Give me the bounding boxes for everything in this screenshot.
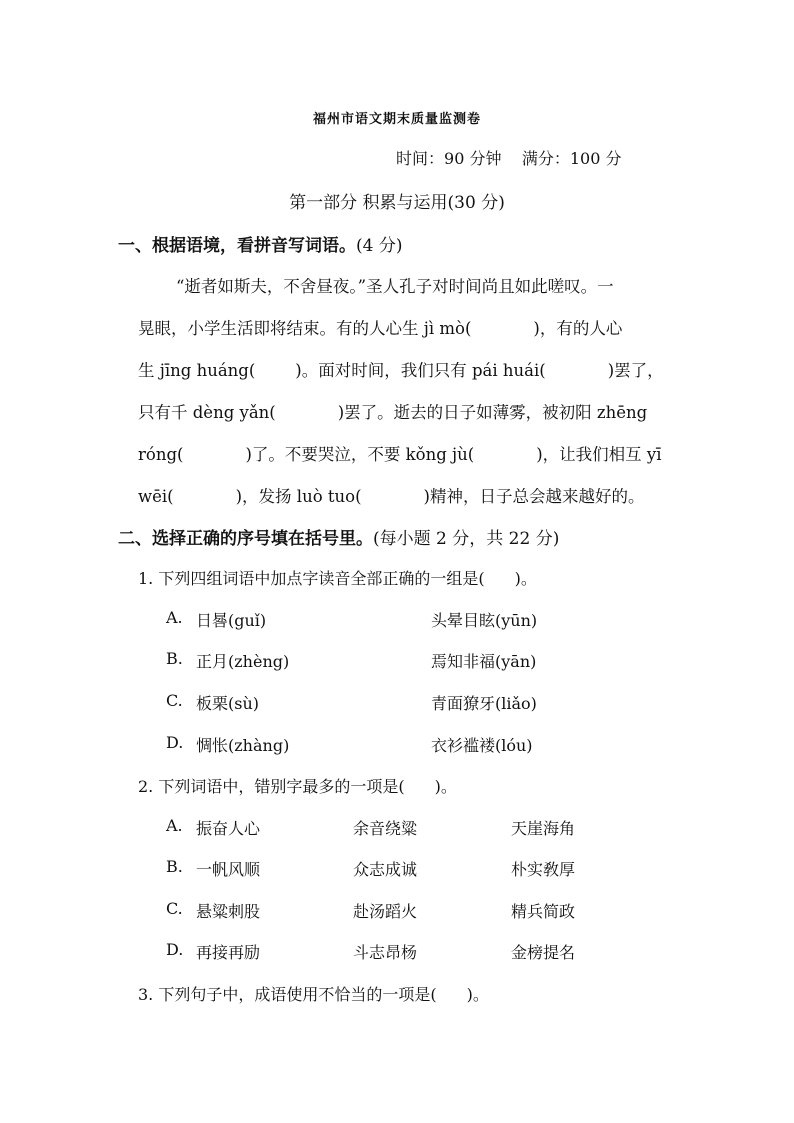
passage-text: )，让我们相互 yī [536,445,662,464]
q2-option-d-c1: 再接再励 [196,943,261,962]
q1-option-a-label: A. [166,608,183,627]
exam-title: 福州市语文期末质量监测卷 [312,112,481,127]
passage-line-3 [138,357,664,381]
passage-text: róng( [138,445,184,464]
passage-line-1 [176,273,614,297]
q1-option-b-left: 正月(zhèng) [196,652,290,671]
q2-option-c-c1: 悬粱刺股 [196,902,261,921]
q2-option-d-c2: 斗志昂杨 [353,943,418,962]
question-2-stem [138,774,457,797]
q2-option-b-label: B. [166,857,183,876]
passage-line-5 [138,441,661,465]
passage-line-4 [138,399,647,423]
q2-option-b-c3: 朴实敎厚 [511,860,576,879]
passage-text: )了。不要哭泣，不要 kǒng jù( [245,445,475,464]
question-text: )。 [466,985,489,1004]
passage-text: 只有千 dèng yǎn( [138,403,276,422]
q1-option-d-label: D. [166,733,184,752]
time-value: 90 分钟 [444,149,502,168]
passage-text: )罢了。逝去的日子如薄雾，被初阳 zhēng [337,403,648,422]
q2-option-a-c1: 振奋人心 [196,819,261,838]
section1-heading [118,231,402,256]
question-3-stem [138,982,489,1005]
question-1-stem [138,566,537,589]
part-title: 第一部分 积累与运用(30 分) [289,193,505,213]
q1-option-d-right: 衣衫褴褛(lóu) [431,736,533,755]
q1-option-a-left: 日晷(guǐ) [196,611,267,630]
time-label: 时间： [396,149,445,168]
q2-option-b-c1: 一帆风顺 [196,860,261,879]
passage-text: wēi( [138,487,174,506]
section1-points: (4 分) [356,236,403,256]
section2-heading-text: 二、选择正确的序号填在括号里。 [118,529,373,549]
question-text: 3. 下列句子中，成语使用不恰当的一项是( [138,985,437,1004]
passage-text: )。面对时间，我们只有 pái huái( [295,361,546,380]
q1-option-c-label: C. [166,691,183,710]
q1-option-c-left: 板栗(sù) [196,694,260,713]
score-label: 满分： [521,149,570,168]
passage-line-2 [138,315,622,339]
passage-text: )精神，日子总会越来越好的。 [423,487,645,506]
q2-option-c-c3: 精兵简政 [511,902,576,921]
q2-option-b-c2: 众志成诚 [353,860,418,879]
section2-heading [118,524,559,549]
passage-text: 生 jīng huáng( [138,361,256,380]
q2-option-d-c3: 金榜提名 [511,943,576,962]
passage-text: “逝者如斯夫，不舍昼夜。”圣人孔子对时间尚且如此嗟叹。一 [176,277,614,296]
q2-option-c-label: C. [166,899,183,918]
passage-line-6 [138,483,644,507]
q1-option-d-left: 惆怅(zhàng) [196,736,290,755]
question-text: )。 [514,569,537,588]
passage-text: 晃眼，小学生活即将结束。有的人心生 jì mò( [138,319,472,338]
question-text: 1. 下列四组词语中加点字读音全部正确的一组是( [138,569,485,588]
passage-text: )，发扬 luò tuo( [235,487,362,506]
q2-option-d-label: D. [166,940,184,959]
question-text: 2. 下列词语中，错别字最多的一项是( [138,777,405,796]
q1-option-a-right: 头晕目眩(yūn) [431,611,538,630]
q1-option-b-label: B. [166,649,183,668]
q2-option-a-c3: 天崖海角 [511,819,576,838]
section1-heading-text: 一、根据语境，看拼音写词语。 [118,236,356,256]
passage-text: )，有的人心 [533,319,623,338]
q2-option-a-label: A. [166,816,183,835]
section2-points: (每小题 2 分，共 22 分) [373,529,560,549]
q1-option-c-right: 青面獠牙(liǎo) [431,694,537,713]
score-value: 100 分 [569,149,622,168]
q1-option-b-right: 焉知非福(yān) [431,652,537,671]
q2-option-a-c2: 余音绕粱 [353,819,418,838]
question-text: )。 [434,777,457,796]
passage-text: )罢了， [607,361,664,380]
q2-option-c-c2: 赴汤蹈火 [353,902,418,921]
exam-meta [396,146,621,169]
